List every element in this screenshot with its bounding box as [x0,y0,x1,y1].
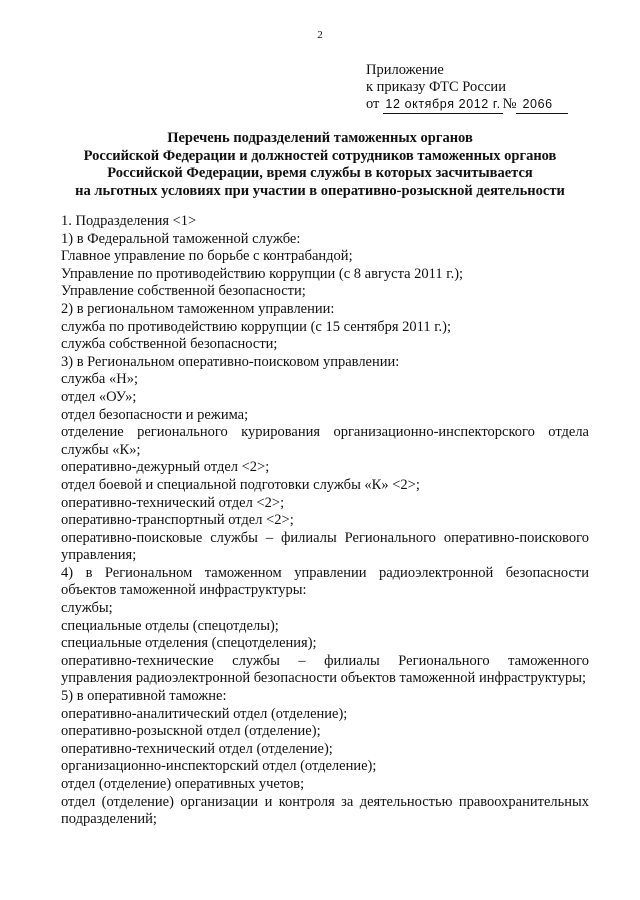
list-item: службы; [61,600,113,617]
appendix-date-line [366,96,568,114]
page-number: 2 [317,29,323,41]
list-item: оперативно-технические службы – филиалы Регионального таможенного управления радиоэлектронной безопасности объектов таможенной инфраструктуры; [61,652,589,687]
list-item: оперативно-транспортный отдел <2>; [61,512,294,529]
list-item: оперативно-технический отдел (отделение); [61,740,333,757]
list-item: оперативно-технический отдел <2>; [61,494,285,511]
list-item: Главное управление по борьбе с контрабандой; [61,248,353,265]
handwritten-date: 12 октября 2012 г. [383,96,502,114]
list-item: отдел боевой и специальной подготовки службы «К» <2>; [61,476,420,493]
subsection-heading: 4) в Региональном таможенном управлении радиоэлектронной безопасности объектов таможенной инфраструктуры: [61,564,589,599]
list-item: Управление по противодействию коррупции (с 8 августа 2011 г.); [61,265,464,282]
list-item: служба собственной безопасности; [61,336,278,353]
list-item: служба по противодействию коррупции (с 15 сентября 2011 г.); [61,318,452,335]
title-line-2: Российской Федерации и должностей сотрудников таможенных органов [83,147,557,164]
appendix-block [366,62,568,114]
list-item: отдел безопасности и режима; [61,406,249,423]
list-item: оперативно-поисковые службы – филиалы Регионального оперативно-поискового управления; [61,529,589,564]
title-line-3: Российской Федерации, время службы в которых засчитывается [107,165,533,181]
list-item: Управление собственной безопасности; [61,283,306,300]
appendix-title: Приложение [366,62,444,78]
list-item: оперативно-розыскной отдел (отделение); [61,723,321,740]
subsection-heading: 3) в Региональном оперативно-поисковом управлении: [61,353,400,370]
subsection-heading: 2) в региональном таможенном управлении: [61,300,335,317]
title-line-4: на льготных условиях при участии в оперативно-розыскной деятельности [75,182,565,199]
handwritten-number: 2066 [516,96,568,114]
list-item: специальные отделы (спецотделы); [61,617,279,634]
list-item: оперативно-дежурный отдел <2>; [61,459,270,476]
section-heading: 1. Подразделения <1> [61,213,197,229]
subsection-heading: 1) в Федеральной таможенной службе: [61,230,301,247]
list-item: служба «Н»; [61,371,138,388]
document-body [61,213,589,829]
list-item: отдел «ОУ»; [61,388,137,405]
list-item: специальные отделения (спецотделения); [61,635,317,652]
list-item: организационно-инспекторский отдел (отделение); [61,758,377,775]
list-item: отдел (отделение) организации и контроля за деятельностью правоохранительных подразделений; [61,793,589,828]
number-sign: № [502,96,517,112]
list-item: отделение регионального курирования организационно-инспекторского отдела службы «К»; [61,424,589,458]
list-item: оперативно-аналитический отдел (отделение); [61,705,348,722]
list-item: отдел (отделение) оперативных учетов; [61,776,305,792]
document-title [0,130,640,200]
title-line-1: Перечень подразделений таможенных органов [167,130,473,146]
date-prefix: от [366,96,380,112]
appendix-order-ref: к приказу ФТС России [366,79,506,95]
subsection-heading: 5) в оперативной таможне: [61,688,227,705]
